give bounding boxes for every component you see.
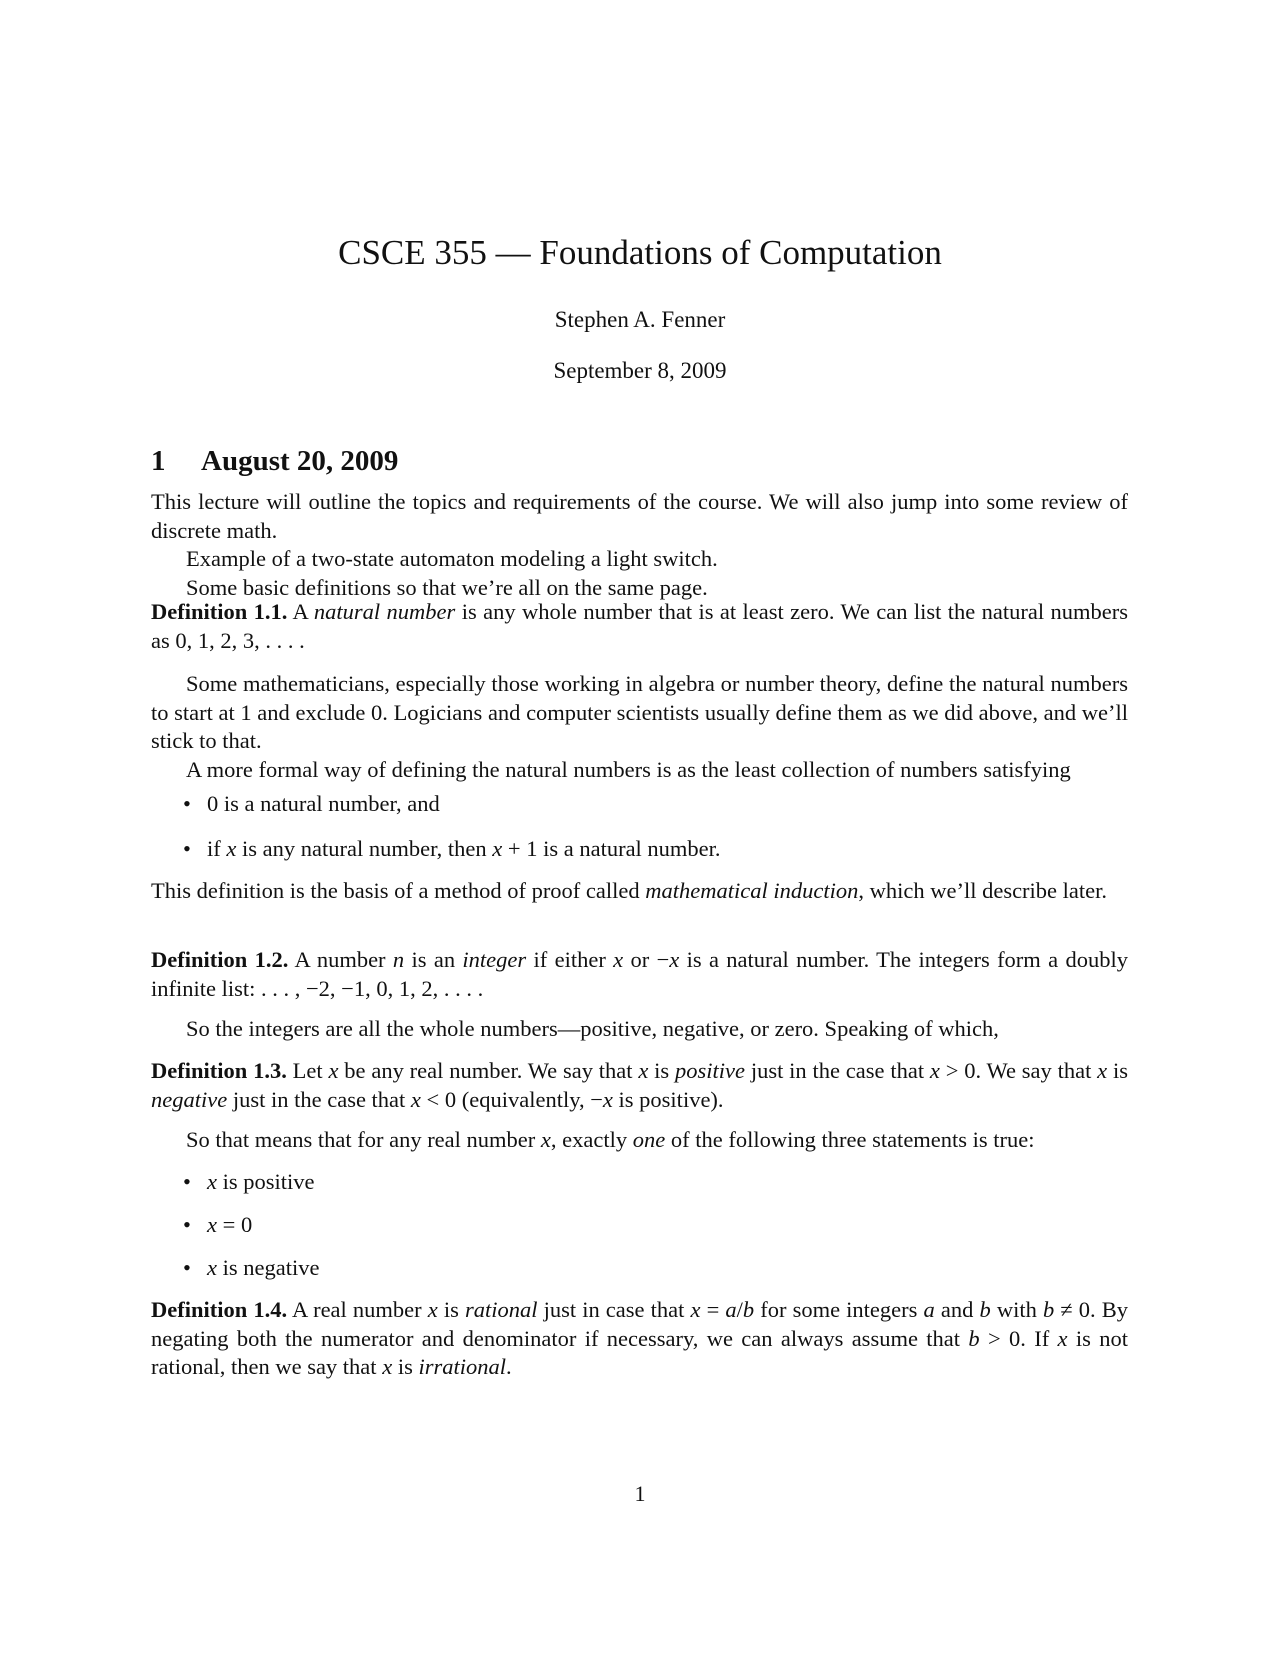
section-number: 1 bbox=[151, 445, 166, 477]
definition-1-1: Definition 1.1. A natural number is any whole number that is at least zero. We can list the natural numbers as 0, 1, 2, 3, . . . . bbox=[151, 599, 1128, 653]
defined-term: rational bbox=[464, 1297, 538, 1322]
formal-paragraph: A more formal way of defining the natural numbers is as the least collection of numbers satisfying bbox=[186, 756, 1071, 782]
list-item: • if x is any natural number, then x + 1 is a natural number. bbox=[151, 835, 1128, 864]
paper-title: CSCE 355 — Foundations of Computation bbox=[338, 233, 942, 272]
definition-label: Definition 1.1. bbox=[151, 599, 288, 624]
mathematicians-paragraph: Some mathematicians, especially those working in algebra or number theory, define the natural numbers to start at 1 and exclude 0. Logicians and computer scientists usually define them as we did above, and we’ll stick to that. bbox=[151, 671, 1128, 753]
bullet-icon: • bbox=[183, 836, 191, 861]
mathematicians-block bbox=[151, 670, 1128, 784]
defined-term: integer bbox=[462, 947, 527, 972]
intro-block bbox=[151, 488, 1128, 602]
intro-example: Example of a two-state automaton modeling a light switch. bbox=[186, 546, 718, 571]
intro-paragraph: This lecture will outline the topics and requirements of the course. We will also jump into some review of discrete math. bbox=[151, 489, 1128, 543]
paper-date: September 8, 2009 bbox=[553, 358, 727, 383]
bullet-icon: • bbox=[183, 1255, 191, 1280]
defined-term: negative bbox=[151, 1086, 228, 1112]
bullet-icon: • bbox=[183, 791, 191, 816]
intro-definitions: Some basic definitions so that we’re all on the same page. bbox=[186, 574, 708, 600]
whole-numbers-block bbox=[151, 1015, 1128, 1044]
defined-term: natural number bbox=[313, 599, 456, 624]
list-item: • x is negative bbox=[151, 1254, 1128, 1283]
exactly-one-paragraph: So that means that for any real number x, exactly one of the following three statements is true: bbox=[186, 1127, 1035, 1152]
definition-1-3: Definition 1.3. Let x be any real number. We say that x is positive just in the case that x > 0. We say that x is negative just in the case that x < 0 (equivalently, −x is positive). bbox=[151, 1058, 1129, 1112]
section-heading bbox=[151, 444, 398, 478]
bullet-zero bbox=[151, 1211, 1128, 1240]
definition-1-2: Definition 1.2. A number n is an integer if either x or −x is a natural number. The integers form a doubly infinite list: . . . , −2, −1, 0, 1, 2, . . . . bbox=[151, 947, 1128, 1001]
exactly-one-block bbox=[151, 1126, 1128, 1155]
definition-label: Definition 1.4. bbox=[151, 1297, 288, 1322]
paper-author: Stephen A. Fenner bbox=[554, 307, 726, 332]
definition-1-4: Definition 1.4. A real number x is rational just in case that x = a/b for some integers a and b with b ≠ 0. By negating both the numerator and denominator if necessary, we can always assume that b > 0. If x is not rational, then we say that x is irrational. bbox=[151, 1297, 1128, 1379]
defined-term: positive bbox=[675, 1058, 745, 1083]
list-item: • x is positive bbox=[151, 1168, 1128, 1197]
induction-paragraph: This definition is the basis of a method of proof called mathematical induction, which we’ll describe later. bbox=[151, 878, 1108, 903]
bullet-icon: • bbox=[183, 1169, 191, 1194]
list-item: • x = 0 bbox=[151, 1211, 1128, 1240]
bullet-list-natural bbox=[151, 790, 1128, 819]
bullet-list-natural-2 bbox=[151, 835, 1128, 864]
section-title: August 20, 2009 bbox=[201, 445, 399, 477]
defined-term: irrational bbox=[418, 1354, 506, 1379]
definition-label: Definition 1.3. bbox=[151, 1058, 287, 1083]
induction-block bbox=[151, 877, 1128, 906]
bullet-icon: • bbox=[183, 1212, 191, 1237]
whole-numbers-paragraph: So the integers are all the whole numbers—positive, negative, or zero. Speaking of which, bbox=[186, 1016, 999, 1041]
page-number: 1 bbox=[634, 1481, 646, 1506]
list-item: • 0 is a natural number, and bbox=[151, 790, 1128, 819]
definition-label: Definition 1.2. bbox=[151, 947, 289, 972]
bullet-positive bbox=[151, 1168, 1128, 1197]
bullet-negative bbox=[151, 1254, 1128, 1283]
